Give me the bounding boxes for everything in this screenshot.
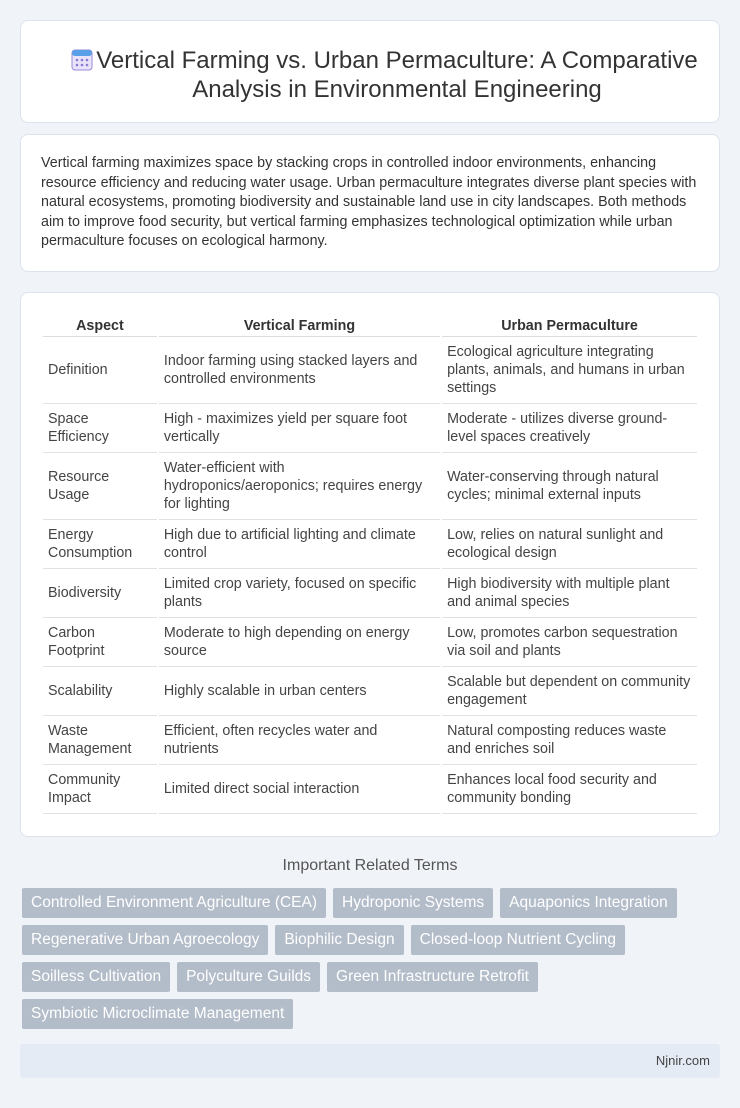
table-cell-vertical: Indoor farming using stacked layers and controlled environments: [159, 337, 440, 404]
table-cell-aspect: Biodiversity: [43, 569, 157, 618]
table-row: [43, 337, 697, 404]
summary-card: [20, 134, 720, 272]
term-tag[interactable]: Hydroponic Systems: [333, 888, 493, 918]
table-cell-aspect: Waste Management: [43, 716, 157, 765]
table-cell-aspect: Scalability: [43, 667, 157, 716]
table-cell-vertical: Limited direct social interaction: [159, 765, 440, 814]
term-tag[interactable]: Biophilic Design: [275, 925, 403, 955]
table-cell-vertical: Efficient, often recycles water and nutrients: [159, 716, 440, 765]
table-cell-aspect: Community Impact: [43, 765, 157, 814]
table-row: [43, 404, 697, 453]
table-row: [43, 716, 697, 765]
table-cell-aspect: Energy Consumption: [43, 520, 157, 569]
table-cell-permaculture: Enhances local food security and community bonding: [442, 765, 697, 814]
related-terms-heading: Important Related Terms: [282, 857, 458, 874]
term-tag[interactable]: Green Infrastructure Retrofit: [327, 962, 538, 992]
table-cell-vertical: Moderate to high depending on energy source: [159, 618, 440, 667]
summary-text: Vertical farming maximizes space by stacking crops in controlled indoor environments, enhancing resource efficiency and reducing water usage. Urban permaculture integrates diverse plant species with natural ecosystems, promoting biodiversity and sustainable land use in city landscapes. Both methods aim to improve food security, but vertical farming emphasizes technological optimization while urban permaculture focuses on ecological harmony.: [41, 155, 697, 250]
term-tag[interactable]: Closed-loop Nutrient Cycling: [411, 925, 625, 955]
table-cell-vertical: Limited crop variety, focused on specific plants: [159, 569, 440, 618]
comparison-table: [41, 313, 699, 814]
term-tag[interactable]: Controlled Environment Agriculture (CEA): [22, 888, 326, 918]
column-header: Urban Permaculture: [442, 313, 697, 337]
table-cell-permaculture: Moderate - utilizes diverse ground-level spaces creatively: [442, 404, 697, 453]
comparison-card: [20, 292, 720, 837]
table-cell-permaculture: Water-conserving through natural cycles; minimal external inputs: [442, 453, 697, 520]
table-cell-permaculture: Ecological agriculture integrating plants, animals, and humans in urban settings: [442, 337, 697, 404]
table-cell-vertical: Water-efficient with hydroponics/aeroponics; requires energy for lighting: [159, 453, 440, 520]
term-tag[interactable]: Aquaponics Integration: [500, 888, 677, 918]
table-cell-vertical: High - maximizes yield per square foot vertically: [159, 404, 440, 453]
table-row: [43, 520, 697, 569]
table-cell-aspect: Space Efficiency: [43, 404, 157, 453]
table-cell-permaculture: Natural composting reduces waste and enriches soil: [442, 716, 697, 765]
term-tag[interactable]: Symbiotic Microclimate Management: [22, 999, 293, 1029]
term-tag[interactable]: Polyculture Guilds: [177, 962, 320, 992]
table-cell-vertical: Highly scalable in urban centers: [159, 667, 440, 716]
table-cell-aspect: Resource Usage: [43, 453, 157, 520]
table-row: [43, 618, 697, 667]
footer-site-link[interactable]: Njnir.com: [655, 1053, 710, 1068]
table-cell-aspect: Carbon Footprint: [43, 618, 157, 667]
table-cell-vertical: High due to artificial lighting and climate control: [159, 520, 440, 569]
column-header: Aspect: [43, 313, 157, 337]
related-terms-list: [22, 888, 722, 1029]
table-cell-permaculture: High biodiversity with multiple plant and animal species: [442, 569, 697, 618]
table-cell-permaculture: Scalable but dependent on community engagement: [442, 667, 697, 716]
column-header: Vertical Farming: [159, 313, 440, 337]
table-row: [43, 667, 697, 716]
term-tag[interactable]: Regenerative Urban Agroecology: [22, 925, 268, 955]
table-row: [43, 453, 697, 520]
table-header-row: [43, 313, 697, 337]
table-cell-permaculture: Low, relies on natural sunlight and ecological design: [442, 520, 697, 569]
term-tag[interactable]: Soilless Cultivation: [22, 962, 170, 992]
table-cell-permaculture: Low, promotes carbon sequestration via soil and plants: [442, 618, 697, 667]
table-row: [43, 765, 697, 814]
page-title: Vertical Farming vs. Urban Permaculture: A Comparative Analysis in Environmental Engineering: [96, 47, 698, 103]
footer: [20, 1044, 720, 1078]
title-card: [20, 20, 720, 123]
table-cell-aspect: Definition: [43, 337, 157, 404]
table-row: [43, 569, 697, 618]
